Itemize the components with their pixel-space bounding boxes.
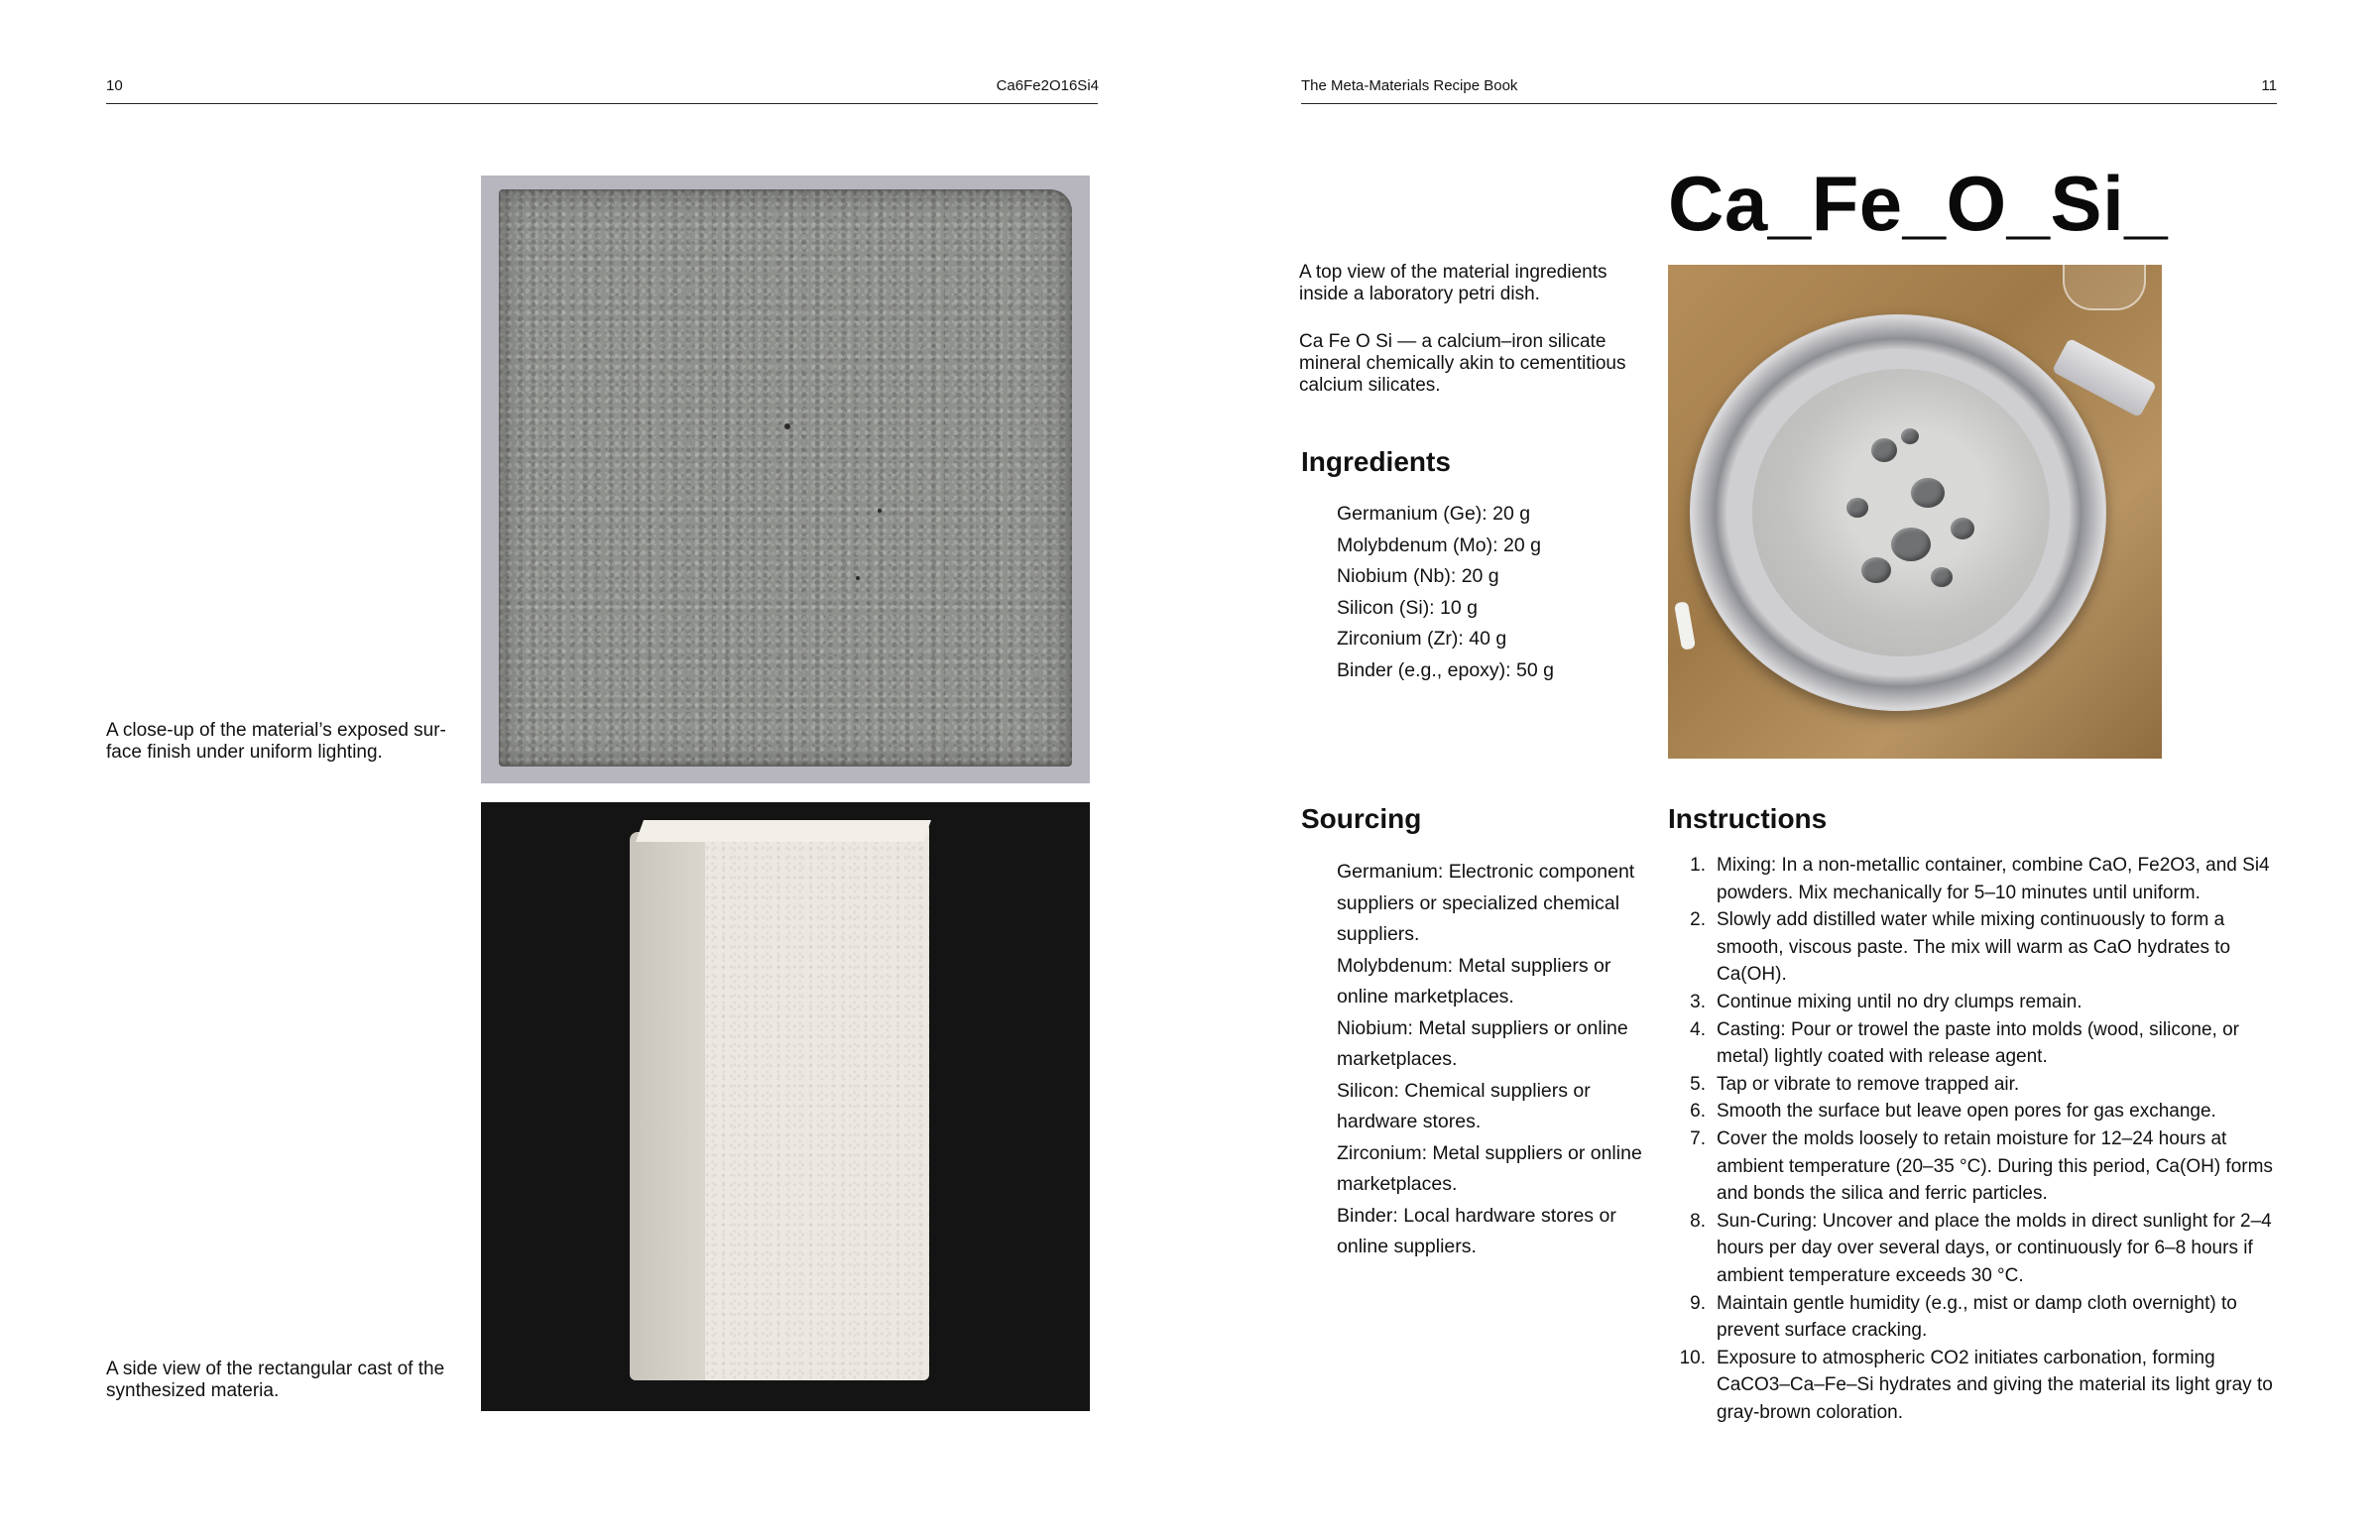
instruction-step — [1668, 852, 2283, 906]
step-text: Casting: Pour or trowel the paste into molds (wood, silicone, or metal) lightly coated with release agent. — [1717, 1018, 2239, 1068]
sourcing-line: online marketplaces. — [1337, 986, 1514, 1007]
ingredients-heading: Ingredients — [1301, 446, 1451, 477]
material-title: Ca_Fe_O_Si_ — [1668, 160, 2169, 247]
step-text: Exposure to atmospheric CO2 initiates carbonation, forming CaCO3–Ca–Fe–Si hydrates and giving the material its light gray to gray-brown coloration. — [1717, 1347, 2273, 1423]
powder-clump — [1871, 438, 1897, 462]
brick-side-face — [630, 832, 711, 1380]
material-description: Ca Fe O Si — a calcium–iron silicate mineral chemically akin to cementitious calcium silicates. — [1299, 331, 1626, 396]
instruction-step — [1668, 1290, 2283, 1345]
instruction-step — [1668, 1125, 2283, 1208]
step-number: 10. — [1679, 1347, 1706, 1368]
brick-top-edge — [636, 820, 931, 842]
powder-clump — [1901, 428, 1919, 444]
right-page — [1190, 0, 2380, 1540]
powder-clump — [1861, 557, 1891, 583]
step-number: 8. — [1690, 1210, 1706, 1232]
powder-clump — [1911, 478, 1945, 508]
step-text: Maintain gentle humidity (e.g., mist or damp cloth overnight) to prevent surface cracking. — [1717, 1292, 2237, 1342]
powder-clump — [1846, 498, 1868, 518]
powder-clump — [1951, 518, 1974, 539]
step-number: 4. — [1690, 1018, 1706, 1040]
instruction-step — [1668, 906, 2283, 989]
sourcing-line: Molybdenum: Metal suppliers or — [1337, 954, 1611, 977]
sourcing-line: hardware stores. — [1337, 1111, 1482, 1132]
step-number: 9. — [1690, 1292, 1706, 1314]
step-text: Sun-Curing: Uncover and place the molds in direct sunlight for 2–4 hours per day over several days, or continuously for 6–8 hours if ambient temperature exceeds 30 °C. — [1717, 1210, 2272, 1286]
surface-pore — [878, 509, 882, 513]
left-page-number: 10 — [106, 77, 123, 94]
step-text: Cover the molds loosely to retain moisture for 12–24 hours at ambient temperature (20–35 °C). During this period, Ca(OH) forms and bonds the silica and ferric particles. — [1717, 1127, 2273, 1205]
step-text: Continue mixing until no dry clumps remain. — [1717, 991, 2082, 1012]
instruction-step — [1668, 989, 2283, 1016]
powder-clump — [1931, 567, 1953, 587]
brick-front-face — [705, 824, 929, 1380]
step-number: 5. — [1690, 1073, 1706, 1095]
sourcing-line: suppliers or specialized chemical — [1337, 891, 1620, 914]
surface-closeup-photo — [481, 176, 1090, 783]
ingredient-item: Binder (e.g., epoxy): 50 g — [1337, 658, 1554, 681]
instruction-step — [1668, 1016, 2283, 1071]
sourcing-heading: Sourcing — [1301, 803, 1422, 834]
brick-side-view-photo — [481, 802, 1090, 1411]
textured-block-surface — [499, 189, 1072, 767]
step-number: 6. — [1690, 1101, 1706, 1123]
sourcing-line: marketplaces. — [1337, 1048, 1458, 1070]
step-text: Smooth the surface but leave open pores for gas exchange. — [1717, 1101, 2216, 1123]
book-running-title: The Meta-Materials Recipe Book — [1301, 77, 1518, 94]
instruction-step — [1668, 1098, 2283, 1125]
powder-mixture — [1752, 369, 2050, 656]
sourcing-line: Niobium: Metal suppliers or online — [1337, 1016, 1628, 1039]
ingredients-list — [1337, 499, 1554, 686]
step-number: 2. — [1690, 909, 1706, 931]
step-text: Tap or vibrate to remove trapped air. — [1717, 1073, 2020, 1095]
petri-dish-photo — [1668, 265, 2162, 759]
left-running-title: Ca6Fe2O16Si4 — [996, 77, 1099, 94]
right-page-number: 11 — [2261, 77, 2277, 94]
sourcing-line: suppliers. — [1337, 923, 1420, 945]
caption-side-view: A side view of the rectangular cast of the synthesized materia. — [106, 1359, 445, 1401]
sourcing-line: Germanium: Electronic component — [1337, 861, 1635, 883]
ingredient-item: Molybdenum (Mo): 20 g — [1337, 533, 1541, 556]
left-header-rule — [106, 103, 1098, 104]
step-text: Mixing: In a non-metallic container, combine CaO, Fe2O3, and Si4 powders. Mix mechanically for 5–10 minutes until uniform. — [1717, 855, 2270, 903]
caption-surface-closeup: A close-up of the material’s exposed sur- face finish under uniform lighting. — [106, 720, 446, 763]
sourcing-line: Binder: Local hardware stores or — [1337, 1204, 1616, 1227]
ingredient-item: Silicon (Si): 10 g — [1337, 596, 1478, 619]
instruction-step — [1668, 1208, 2283, 1290]
step-number: 7. — [1690, 1127, 1706, 1149]
sourcing-line: online suppliers. — [1337, 1236, 1477, 1257]
instruction-step — [1668, 1345, 2283, 1427]
ingredient-item: Germanium (Ge): 20 g — [1337, 503, 1531, 525]
step-text: Slowly add distilled water while mixing continuously to form a smooth, viscous paste. The mix will warm as CaO hydrates to Ca(OH). — [1717, 909, 2231, 986]
step-number: 1. — [1690, 855, 1706, 876]
powder-clump — [1891, 528, 1931, 561]
instruction-step — [1668, 1071, 2283, 1099]
instructions-list — [1668, 852, 2283, 1426]
surface-pore — [856, 576, 860, 580]
ingredient-item: Niobium (Nb): 20 g — [1337, 565, 1499, 587]
instructions-heading: Instructions — [1668, 803, 1828, 834]
surface-pore — [784, 423, 790, 429]
step-number: 3. — [1690, 991, 1706, 1012]
plastic-cup — [2063, 265, 2146, 310]
sourcing-line: marketplaces. — [1337, 1173, 1458, 1195]
sourcing-line: Zirconium: Metal suppliers or online — [1337, 1141, 1642, 1164]
right-header-rule — [1301, 103, 2277, 104]
sourcing-line: Silicon: Chemical suppliers or — [1337, 1079, 1591, 1102]
spatula — [1674, 601, 1696, 651]
sourcing-list — [1337, 857, 1642, 1263]
ingredient-item: Zirconium (Zr): 40 g — [1337, 628, 1507, 650]
petri-dish-caption: A top view of the material ingredients inside a laboratory petri dish. — [1299, 262, 1607, 304]
